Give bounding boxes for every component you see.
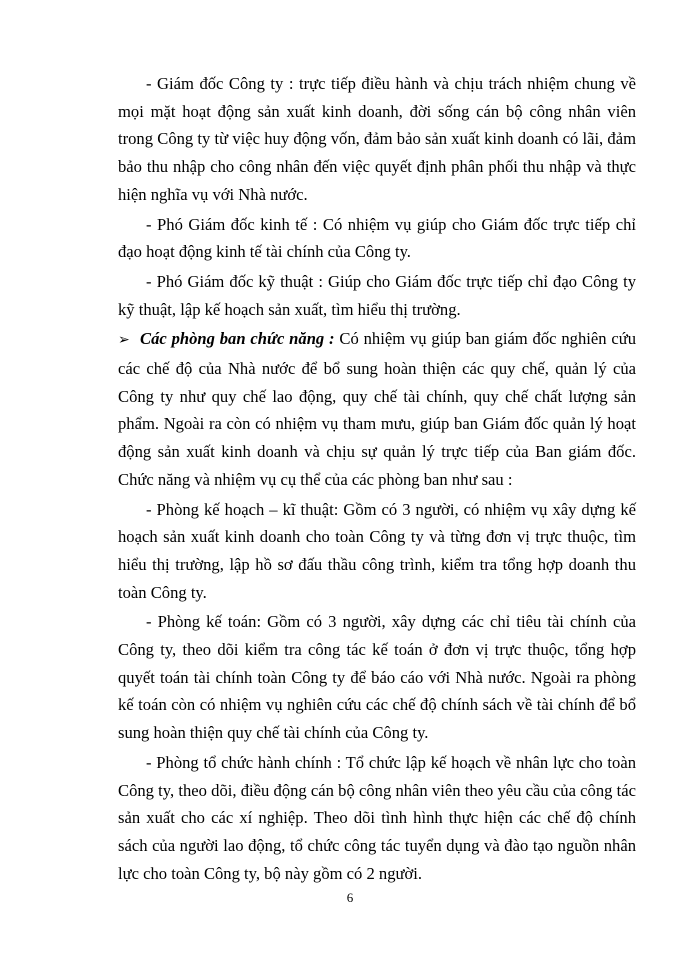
paragraph-deputy-technical: - Phó Giám đốc kỹ thuật : Giúp cho Giám đốc trực tiếp chỉ đạo Công ty kỹ thuật, lập kế hoạch sản xuất, tìm hiểu thị trường. [118, 271, 636, 319]
paragraph-admin-dept: - Phòng tổ chức hành chính : Tổ chức lập kế hoạch về nhân lực cho toàn Công ty, theo dõi, điều động cán bộ công nhân viên theo yêu cầu của công tác sản xuất cho các xí nghiệp. Theo dõi tình hình thực hiện các chế độ chính sách của người lao động, tổ chức công tác tuyển dụng và đào tạo nguồn nhân lực cho toàn Công ty, bộ này gồm có 2 người. [118, 752, 636, 883]
page-number: 6 [346, 890, 354, 905]
paragraph-functional-departments [118, 325, 636, 493]
paragraph-accounting-dept: - Phòng kế toán: Gồm có 3 người, xây dựng các chỉ tiêu tài chính của Công ty, theo dõi kiểm tra công tác kế toán ở đơn vị trực thuộc, tổng hợp quyết toán tài chính toàn Công ty để báo cáo với Nhà nước. Ngoài ra phòng kế toán còn có nhiệm vụ nghiên cứu các chế độ chính sách về tài chính để bổ sung hoàn thiện quy chế tài chính của Công ty. [118, 612, 636, 743]
document-body [118, 70, 636, 889]
bullet-heading: Các phòng ban chức năng : [140, 329, 335, 349]
paragraph-planning-technical-dept: - Phòng kế hoạch – kĩ thuật: Gồm có 3 người, có nhiệm vụ xây dựng kế hoạch sản xuất kinh doanh cho toàn Công ty và từng đơn vị trực thuộc, tìm hiểu thị trường, lập hồ sơ đấu thầu công trình, kiểm tra tổng hợp doanh thu toàn Công ty. [118, 499, 636, 602]
arrow-bullet-icon: ➢ [118, 332, 130, 349]
paragraph-deputy-economic: - Phó Giám đốc kinh tế : Có nhiệm vụ giúp cho Giám đốc trực tiếp chỉ đạo hoạt động kinh tế tài chính của Công ty. [118, 214, 636, 262]
paragraph-director: - Giám đốc Công ty : trực tiếp điều hành và chịu trách nhiệm chung về mọi mặt hoạt động sản xuất kinh doanh, đời sống cán bộ công nhân viên trong Công ty từ việc huy động vốn, đảm bảo sản xuất kinh doanh có lãi, đảm bảo thu nhập cho công nhân đến việc quyết định phân phối thu nhập và thực hiện nghĩa vụ với Nhà nước. [118, 74, 636, 204]
bullet-text: Có nhiệm vụ giúp ban giám đốc nghiên cứu các chế độ của Nhà nước để bổ sung hoàn thiện các quy chế, quản lý của Công ty như quy chế lao động, quy chế tài chính, quy chế chất lượng sản phẩm. Ngoài ra còn có nhiệm vụ tham mưu, giúp ban Giám đốc quản lý hoạt động sản xuất kinh doanh và chịu sự quản lý trực tiếp của Ban giám đốc. Chức năng và nhiệm vụ cụ thể của các phòng ban như sau : [118, 329, 637, 489]
